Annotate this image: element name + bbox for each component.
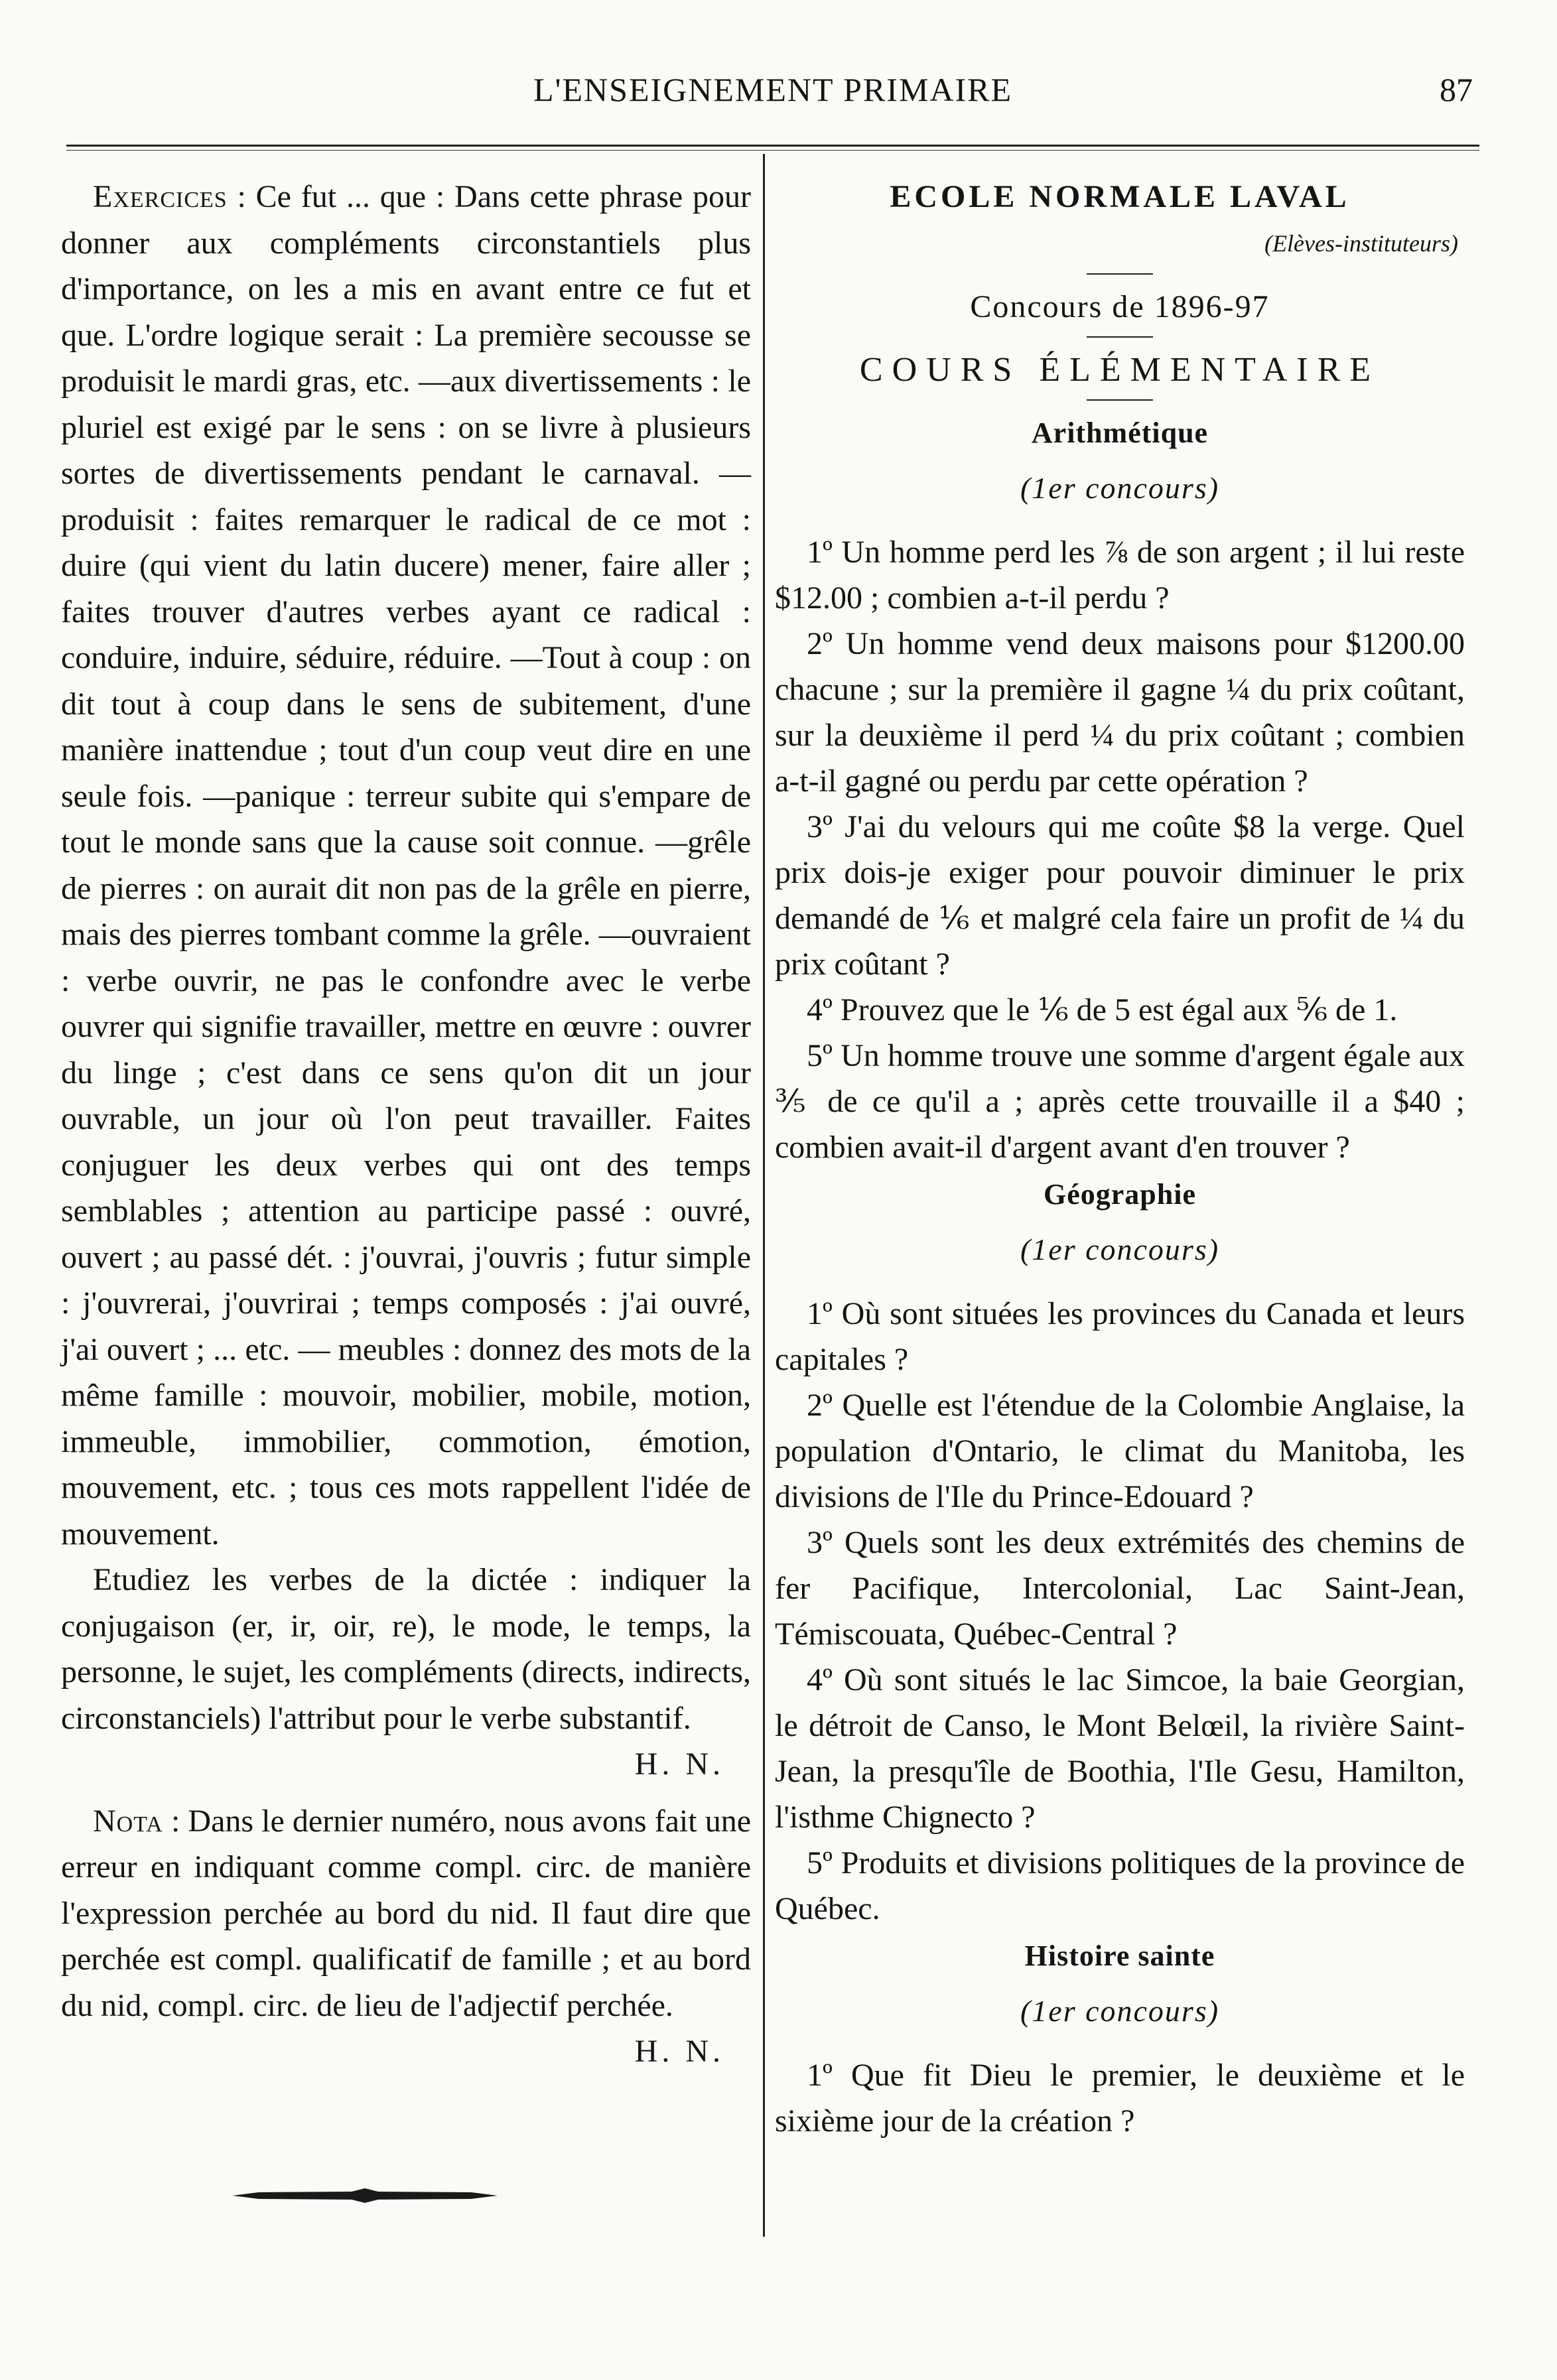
exercises-text: : Ce fut ... que : Dans cette phrase pour donner aux compléments circonstantiels plus d'importance, on les a mis en avant entre ce fut et que. L'ordre logique serait : La première secousse se produisit le mardi gras, etc. —aux divertissements : le pluriel est exigé par le sens : on se livre à plusieurs sortes de divertissements pendant le carnaval. —produisit : faites remarquer le radical de ce mot : duire (qui vient du latin ducere) mener, faire aller ; faites trouver d'autres verbes ayant ce radical : conduire, induire, séduire, réduire. —Tout à coup : on dit tout à coup dans le sens de subitement, d'une manière inattendue ; tout d'un coup veut dire en une seule fois. —panique : terreur subite qui s'empare de tout le monde sans que la cause soit connue. —grêle de pierres : on aurait dit non pas de la grêle en pierre, mais des pierres tombant comme la grêle. —ouvraient : verbe ouvrir, ne pas le confondre avec le verbe ouvrer qui signifie travailler, mettre en œuvre : ouvrer du linge ; c'est dans ce sens qu'on dit un jour ouvrable, un jour où l'on peut travailler. Faites conjuguer les deux verbes qui ont des temps semblables ; attention au participe passé : ouvré, ouvert ; au passé dét. : j'ouvrai, j'ouvris ; futur simple : j'ouvrerai, j'ouvrirai ; temps composés : j'ai ouvré, j'ai ouvert ; ... etc. — meubles : donnez des mots de la même famille : mouvoir, mobilier, mobile, motion, immeuble, immobilier, commotion, émotion, mouvement, etc. ; tous ces mots rappellent l'idée de mouvement. <box>61 179 751 1552</box>
nota-label: Nota <box>93 1803 163 1839</box>
sacred-history-subtitle: (1er concours) <box>1020 1994 1220 2028</box>
arithmetic-question: 4º Prouvez que le ⅙ de 5 est égal aux ⅚ de 1. <box>807 992 1398 1027</box>
sacred-history-title: Histoire sainte <box>1024 1940 1215 1972</box>
spacer <box>61 1788 751 1798</box>
page-header <box>60 64 1486 117</box>
school-subtitle: (Elèves-instituteurs) <box>1264 230 1458 257</box>
arithmetic-question: 5º Un homme trouve une somme d'argent égale aux ⅗ de ce qu'il a ; après cette trouvaille il a $40 ; combien avait-il d'argent avant d'en trouver ? <box>775 1038 1465 1165</box>
exercises-label: Exercices <box>93 179 228 214</box>
left-column <box>61 174 751 2075</box>
signature-2: H. N. <box>634 2034 724 2069</box>
concours-heading: Concours de 1896-97 <box>970 289 1270 324</box>
running-title: L'ENSEIGNEMENT PRIMAIRE <box>533 71 1013 108</box>
short-rule <box>1087 336 1153 338</box>
header-rule <box>66 145 1479 147</box>
arithmetic-question: 2º Un homme vend deux maisons pour $1200.00 chacune ; sur la première il gagne ¼ du prix coûtant, sur la deuxième il perd ¼ du prix coûtant ; combien a-t-il gagné ou perdu par cette opération ? <box>775 626 1465 799</box>
geography-question: 4º Où sont situés le lac Simcoe, la baie Georgian, le détroit de Canso, le Mont Belœil, la rivière Saint-Jean, la presqu'île de Boothia, l'Ile Gesu, Hamilton, l'isthme Chignecto ? <box>775 1662 1465 1835</box>
page-number: 87 <box>1440 71 1473 108</box>
geography-question: 5º Produits et divisions politiques de la province de Québec. <box>775 1845 1465 1926</box>
arithmetic-question: 1º Un homme perd les ⅞ de son argent ; il lui reste $12.00 ; combien a-t-il perdu ? <box>775 535 1465 616</box>
geography-question: 1º Où sont situées les provinces du Canada et leurs capitales ? <box>775 1296 1465 1377</box>
short-rule <box>1087 399 1153 401</box>
study-paragraph: Etudiez les verbes de la dictée : indiquer la conjugaison (er, ir, oir, re), le mode, le temps, la personne, le sujet, les compléments (directs, indirects, circonstanciels) l'attribut pour le verbe substantif. <box>61 1562 751 1736</box>
right-column <box>775 174 1465 2144</box>
nota-paragraph <box>61 1798 751 2029</box>
geography-subtitle: (1er concours) <box>1020 1232 1220 1266</box>
school-title: ECOLE NORMALE LAVAL <box>890 179 1350 214</box>
header-rule-thin <box>66 150 1479 151</box>
short-rule <box>1087 273 1153 275</box>
geography-title: Géographie <box>1044 1178 1196 1211</box>
column-divider <box>763 154 765 2237</box>
geography-question: 3º Quels sont les deux extrémités des chemins de fer Pacifique, Intercolonial, Lac Saint-Jean, Témiscouata, Québec-Central ? <box>775 1525 1465 1652</box>
exercises-paragraph <box>61 174 751 1557</box>
ornament-rule <box>232 2186 498 2206</box>
arithmetic-subtitle: (1er concours) <box>1020 471 1220 505</box>
signature-1: H. N. <box>634 1747 724 1782</box>
arithmetic-question: 3º J'ai du velours qui me coûte $8 la verge. Quel prix dois-je exiger pour pouvoir diminuer le prix demandé de ⅙ et malgré cela faire un profit de ¼ du prix coûtant ? <box>775 809 1465 982</box>
arithmetic-title: Arithmétique <box>1031 417 1209 449</box>
sacred-history-question: 1º Que fit Dieu le premier, le deuxième et le sixième jour de la création ? <box>775 2058 1465 2139</box>
nota-text: : Dans le dernier numéro, nous avons fait une erreur en indiquant comme compl. circ. de manière l'expression perchée au bord du nid. Il faut dire que perchée est compl. qualificatif de famille ; et au bord du nid, compl. circ. de lieu de l'adjectif perchée. <box>61 1803 751 2023</box>
course-heading: COURS ÉLÉMENTAIRE <box>859 351 1381 389</box>
geography-question: 2º Quelle est l'étendue de la Colombie Anglaise, la population d'Ontario, le climat du Manitoba, les divisions de l'Ile du Prince-Edouard ? <box>775 1388 1465 1514</box>
